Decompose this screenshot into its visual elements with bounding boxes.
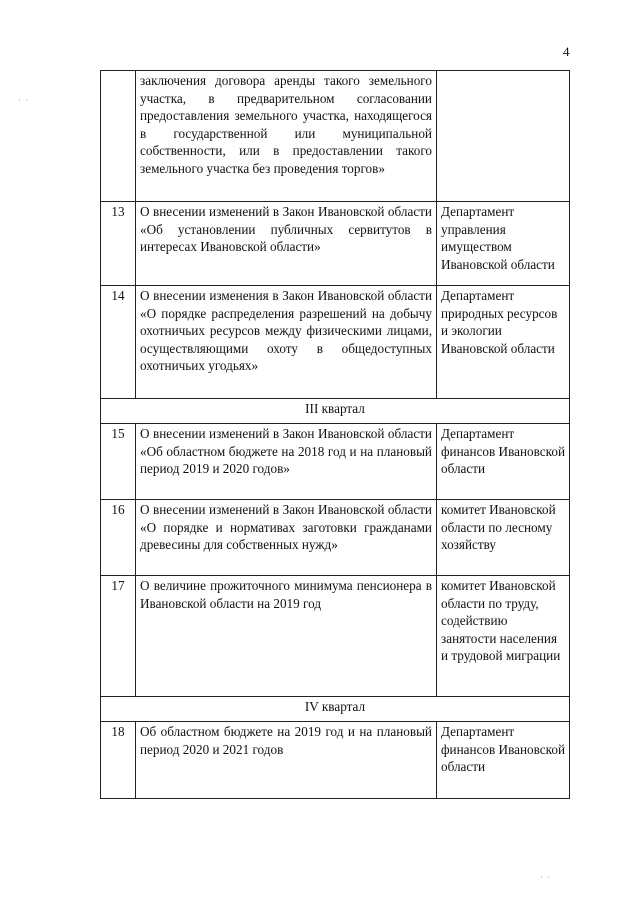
bill-title: О внесении изменения в Закон Ивановской области «О порядке распределения разрешений на добычу охотничьих ресурсов между физическими лицами, осуществляющими охоту в общедоступных охотничьих угодьях» [136, 286, 437, 399]
row-number: 13 [101, 202, 136, 286]
row-number: 14 [101, 286, 136, 399]
quarter-header-row [101, 399, 570, 424]
table-row [101, 202, 570, 286]
bill-title: О внесении изменений в Закон Ивановской области «Об установлении публичных сервитутов в интересах Ивановской области» [136, 202, 437, 286]
bill-title: Об областном бюджете на 2019 год и на плановый период 2020 и 2021 годов [136, 722, 437, 799]
table-row [101, 424, 570, 500]
bill-title: О внесении изменений в Закон Ивановской области «О порядке и нормативах заготовки гражданами древесины для собственных нужд» [136, 500, 437, 576]
responsible-department [437, 71, 570, 202]
table-row-continuation [101, 71, 570, 202]
responsible-department: Департамент управления имуществом Ивановской области [437, 202, 570, 286]
bill-title: заключения договора аренды такого земельного участка, в предварительном согласовании предоставления земельного участка, находящегося в государственной или муниципальной собственности, или в предоставлении такого земельного участка без проведения торгов» [136, 71, 437, 202]
scan-margin-mark: · · [18, 95, 30, 105]
row-number: 15 [101, 424, 136, 500]
table-row [101, 722, 570, 799]
row-number [101, 71, 136, 202]
bill-title: О величине прожиточного минимума пенсионера в Ивановской области на 2019 год [136, 576, 437, 697]
responsible-department: Департамент финансов Ивановской области [437, 424, 570, 500]
row-number: 18 [101, 722, 136, 799]
table-row [101, 286, 570, 399]
responsible-department: комитет Ивановской области по труду, содействию занятости населения и трудовой миграции [437, 576, 570, 697]
scan-margin-mark: · · [540, 872, 552, 882]
quarter-heading: III квартал [101, 399, 570, 424]
responsible-department: Департамент природных ресурсов и экологии Ивановской области [437, 286, 570, 399]
table-row [101, 576, 570, 697]
responsible-department: комитет Ивановской области по лесному хозяйству [437, 500, 570, 576]
table-row [101, 500, 570, 576]
row-number: 17 [101, 576, 136, 697]
quarter-heading: IV квартал [101, 697, 570, 722]
legislative-plan-table [100, 70, 570, 799]
bill-title: О внесении изменений в Закон Ивановской области «Об областном бюджете на 2018 год и на плановый период 2019 и 2020 годов» [136, 424, 437, 500]
quarter-header-row [101, 697, 570, 722]
page-number: 4 [563, 44, 570, 59]
responsible-department: Департамент финансов Ивановской области [437, 722, 570, 799]
row-number: 16 [101, 500, 136, 576]
